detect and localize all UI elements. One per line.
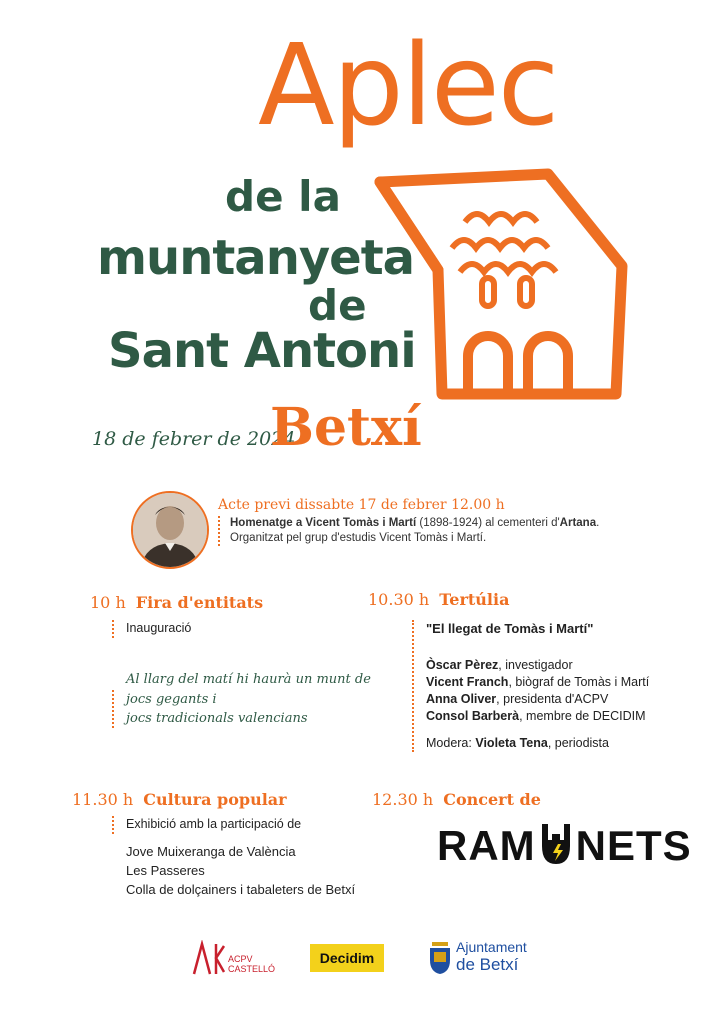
cultura-item: Les Passeres: [126, 863, 205, 878]
acpv-logo: [192, 940, 282, 980]
tribute-title: Homenatge a Vicent Tomàs i Martí: [230, 517, 417, 529]
cultura-intro: [112, 816, 301, 834]
concert-title: Concert de: [443, 790, 541, 809]
concert-heading: [372, 790, 541, 809]
previous-act-title: Acte previ dissabte 17 de febrer 12.00 h: [218, 497, 505, 513]
moderator: [426, 735, 716, 752]
tribute-end: .: [596, 517, 600, 529]
organizer-line: Organitzat pel grup d'estudis Vicent Tomàs i Martí.: [230, 532, 487, 544]
tertulia-time: 10.30 h: [368, 590, 430, 609]
panelist-4-role: , membre de DECIDIM: [519, 709, 646, 723]
fira-heading: [90, 593, 263, 612]
fira-note-1: Al llarg del matí hi haurà un munt de: [126, 672, 371, 687]
moderator-name: Violeta Tena: [475, 736, 548, 750]
fira-title: Fira d'entitats: [135, 593, 264, 612]
band-logo-part-a: RAM: [437, 822, 536, 869]
ajuntament-line-2: de Betxí: [456, 955, 519, 974]
tertulia-details: [412, 620, 716, 752]
tertulia-heading: [368, 590, 509, 609]
panelist-1-name: Òscar Pèrez: [426, 658, 499, 672]
portrait-icon: [133, 493, 207, 567]
fira-note-list: [112, 690, 308, 728]
tribute-place: Artana: [559, 517, 597, 529]
fira-time: 10 h: [90, 593, 126, 612]
band-logo-part-b: NETS: [575, 822, 692, 869]
title-de-la: de la: [225, 172, 341, 221]
acpv-mark-icon: [192, 940, 226, 976]
cultura-time: 11.30 h: [72, 790, 134, 809]
fira-note-3: jocs tradicionals valencians: [126, 711, 308, 726]
cultura-title: Cultura popular: [143, 790, 287, 809]
band-logo: [437, 822, 692, 867]
cultura-list: [126, 842, 355, 899]
portrait-image: [131, 491, 209, 569]
panelist-2-name: Vicent Franch: [426, 675, 509, 689]
cultura-item: Jove Muixeranga de València: [126, 844, 296, 859]
ajuntament-logo: [428, 938, 548, 978]
event-date: 18 de febrer de 2024: [92, 428, 296, 450]
tertulia-title: Tertúlia: [439, 590, 510, 609]
panelist-4: [426, 708, 716, 725]
title-aplec: Aplec: [258, 21, 558, 151]
cultura-item: Colla de dolçainers i tabaleters de Betxí: [126, 882, 356, 897]
panelist-2-role: , biògraf de Tomàs i Martí: [508, 675, 650, 689]
panelist-4-name: Consol Barberà: [426, 709, 520, 723]
acpv-line-1: ACPV: [228, 954, 253, 964]
rock-hand-icon: [536, 822, 576, 866]
ajuntament-line-1: Ajuntament: [456, 939, 527, 955]
panelist-3: [426, 691, 716, 708]
panelist-2: [426, 674, 716, 691]
moderator-role: , periodista: [547, 736, 609, 750]
title-de: de: [308, 281, 367, 330]
coat-of-arms-icon: [428, 938, 452, 976]
panelist-3-name: Anna Oliver: [426, 692, 497, 706]
panelist-1: [426, 657, 716, 674]
decidim-logo: Decidim: [310, 944, 384, 972]
fira-note-2: jocs gegants i: [126, 692, 217, 707]
title-sant-antoni: Sant Antoni: [108, 323, 416, 379]
panelist-3-role: , presidenta d'ACPV: [496, 692, 609, 706]
moderator-label: Modera:: [426, 736, 476, 750]
panelist-1-role: , investigador: [498, 658, 573, 672]
tertulia-topic: "El llegat de Tomàs i Martí": [426, 621, 594, 636]
town-name: Betxí: [270, 397, 422, 458]
cultura-intro-text: Exhibició amb la participació de: [126, 817, 302, 831]
acpv-line-2: CASTELLÓ: [228, 964, 276, 974]
inauguration-text: Inauguració: [126, 621, 192, 635]
tribute-years: (1898-1924) al cementeri d': [416, 517, 560, 529]
cultura-heading: [72, 790, 287, 809]
previous-act-body: [218, 516, 599, 546]
fira-inauguration: [112, 620, 191, 638]
concert-time: 12.30 h: [372, 790, 434, 809]
title-muntanyeta: muntanyeta: [97, 230, 415, 286]
